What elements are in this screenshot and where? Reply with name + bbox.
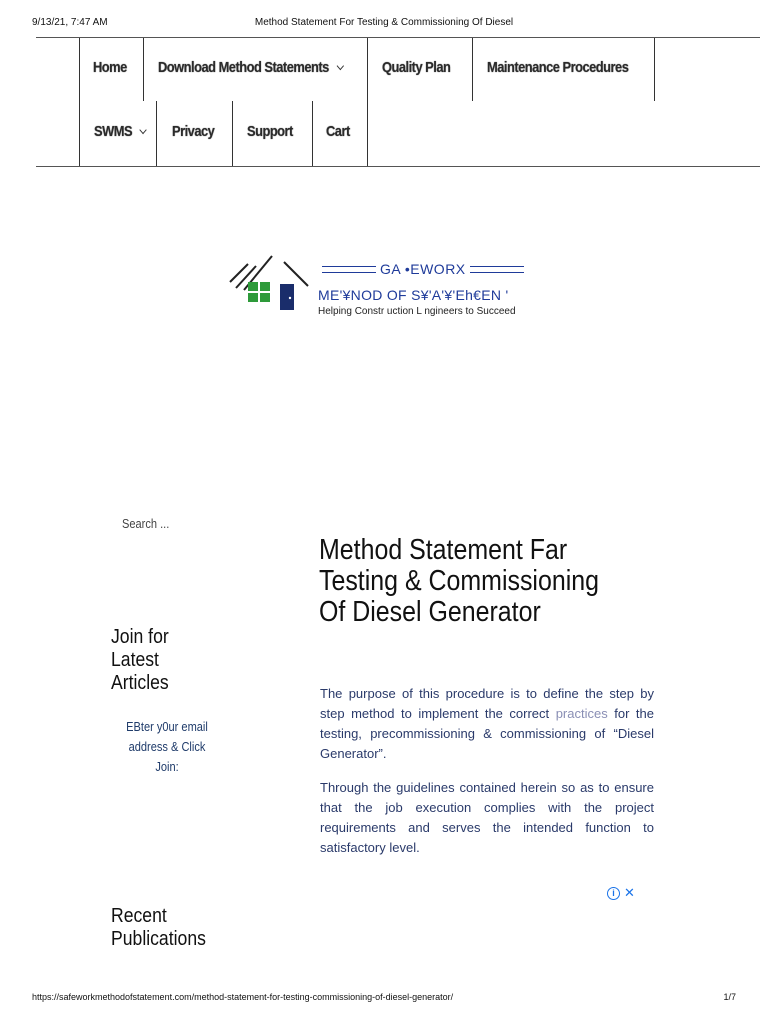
email-note: EBter y0ur email address & Click Join: [126,719,208,774]
print-footer [32,992,736,1002]
p2-text-end: contained herein so as to ensure that the job execution complies with the project requirements and serves the intended function to satisfactory level. [320,780,654,855]
p2-text: Through the [320,780,397,795]
logo-subtitle: ME'¥NOD OF S¥'A'¥'Eh€EN ' [318,287,509,303]
nav-support[interactable]: Support [247,123,293,140]
p1-text-end: for the testing, precommissioning & commissioning of “Diesel Generator”. [320,706,655,761]
ad-controls [607,885,635,901]
print-header [32,17,736,31]
logo-rule [470,266,524,273]
page-number: 1/7 [723,992,736,1002]
nav-divider [143,38,144,101]
nav-divider [156,101,157,166]
main-navigation [36,37,760,167]
logo-title-text: GA •EWORX [380,261,466,277]
nav-divider [367,38,368,166]
logo-title [318,261,528,277]
nav-divider [312,101,313,166]
nav-divider [232,101,233,166]
p1-text: The purpose of this procedure is to define the step by [320,686,654,701]
nav-swms[interactable] [94,123,146,140]
article-paragraph-1 [320,684,654,764]
p1-link[interactable]: step method to implement the correct [320,706,556,721]
practices-link[interactable]: practices [555,706,608,721]
house-logo-icon [226,252,312,314]
nav-quality-plan[interactable]: Quality Plan [382,59,451,76]
nav-download-method-statements[interactable] [158,59,343,76]
nav-divider [79,38,80,166]
print-title: Method Statement For Testing & Commissioning Of Diesel [254,17,514,28]
nav-download-label: Download Method Statements [158,59,329,76]
guidelines-link[interactable]: guidelines [396,780,455,795]
close-icon[interactable]: ✕ [624,885,635,900]
nav-divider [472,38,473,101]
article-paragraph-2 [320,778,654,858]
join-heading: Join for Latest Articles [111,626,169,694]
nav-maintenance-procedures[interactable]: Maintenance Procedures [487,59,629,76]
print-datetime: 9/13/21, 7:47 AM [32,17,108,28]
logo-rule [322,266,376,273]
info-icon[interactable]: i [607,887,620,900]
site-logo[interactable] [226,250,556,320]
nav-swms-label: SWMS [94,123,133,140]
search-input[interactable]: Search ... [122,516,170,531]
nav-home[interactable]: Home [93,59,127,76]
recent-publications-heading: Recent Publications [111,905,206,950]
nav-divider [654,38,655,101]
chevron-down-icon [336,61,343,69]
chevron-down-icon [140,125,147,133]
nav-privacy[interactable]: Privacy [172,123,215,140]
nav-cart[interactable]: Cart [326,123,350,140]
logo-tagline: Helping Constr uction L ngineers to Succeed [318,306,516,317]
print-url: https://safeworkmethodofstatement.com/method-statement-for-testing-commissioning-of-diesel-generator/ [32,992,454,1002]
article-title: Method Statement Far Testing & Commissioning Of Diesel Generator [319,534,599,628]
